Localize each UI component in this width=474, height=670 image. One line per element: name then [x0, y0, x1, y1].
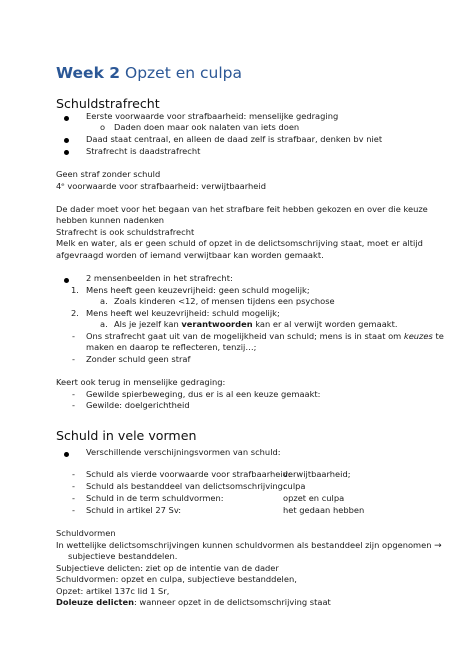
list-letter: a.: [100, 319, 108, 329]
paragraph-line: Schuldvormen: opzet en culpa, subjectieve bestanddelen,: [56, 574, 297, 584]
dash-marker: -: [72, 493, 75, 503]
row-label: Schuld in artikel 27 Sv:: [86, 505, 182, 515]
dash-marker: -: [72, 481, 75, 491]
row-value: culpa: [283, 481, 306, 491]
sub-bullet-marker: o: [100, 122, 106, 132]
list-item: Zoals kinderen <12, of mensen tijdens een psychose: [114, 296, 335, 306]
text-run: Ons strafrecht gaat uit van de mogelijkheid van schuld; mens is in staat om: [86, 331, 404, 341]
bullet-text: Strafrecht is daadstrafrecht: [86, 146, 201, 156]
title-week: Week 2: [56, 64, 121, 82]
row-label: Schuld als bestanddeel van delictsomschrijving:: [86, 481, 286, 491]
list-item-continuation: maken en daarop te reflecteren, tenzij…;: [86, 342, 257, 352]
row-label: Schuld in de term schuldvormen:: [86, 493, 224, 503]
bullet-text: Verschillende verschijningsvormen van schuld:: [86, 447, 281, 457]
dash-marker: -: [72, 505, 75, 515]
dash-marker: -: [72, 400, 75, 410]
list-number: 2.: [71, 308, 79, 318]
bullet-icon: [64, 150, 69, 155]
text-run: Als je jezelf kan: [114, 319, 182, 329]
subheading-schuldvormen: Schuldvormen: [56, 528, 116, 538]
bullet-icon: [64, 138, 69, 143]
bullet-text: Daad staat centraal, en alleen de daad zelf is strafbaar, denken bv niet: [86, 134, 383, 144]
right-arrow-icon: →: [434, 541, 442, 551]
list-item: [86, 331, 444, 342]
paragraph-line: afgevraagd worden of iemand verwijtbaar kan worden gemaakt.: [56, 250, 324, 260]
row-value: opzet en culpa: [283, 493, 345, 503]
sub-bullet-text: Daden doen maar ook nalaten van iets doen: [114, 122, 300, 132]
list-item: Gewilde spierbeweging, dus er is al een keuze gemaakt:: [86, 389, 321, 399]
bold-term: Doleuze delicten: [56, 597, 134, 607]
page-title: [56, 63, 242, 83]
paragraph-line: Subjectieve delicten: ziet op de intentie van de dader: [56, 563, 279, 573]
paragraph-line: De dader moet voor het begaan van het strafbare feit hebben gekozen en over die keuze: [56, 204, 428, 214]
text-run: : wanneer opzet in de delictsomschrijving staat: [133, 597, 331, 607]
dash-marker: -: [72, 469, 75, 479]
bullet-icon: [64, 278, 69, 283]
paragraph-line: subjectieve bestanddelen.: [68, 551, 178, 561]
list-item: Mens heeft wel keuzevrijheid: schuld mogelijk;: [86, 308, 280, 318]
bullet-text: 2 mensenbeelden in het strafrecht:: [86, 273, 233, 283]
paragraph-line: Strafrecht is ook schuldstrafrecht: [56, 227, 195, 237]
paragraph-line: hebben kunnen nadenken: [56, 215, 165, 225]
list-number: 1.: [71, 285, 79, 295]
row-value: verwijtbaarheid;: [283, 469, 351, 479]
list-item: Gewilde: doelgerichtheid: [86, 400, 190, 410]
heading-schuld-vormen: Schuld in vele vormen: [56, 428, 197, 443]
paragraph-line: Opzet: artikel 137c lid 1 Sr,: [56, 586, 170, 596]
paragraph-line: Keert ook terug in menselijke gedraging:: [56, 377, 226, 387]
title-topic: Opzet en culpa: [120, 64, 242, 82]
text-run: te: [432, 331, 444, 341]
bold-term: verantwoorden: [181, 319, 253, 329]
paragraph-line: Melk en water, als er geen schuld of opzet in de delictsomschrijving staat, moet er altijd: [56, 238, 423, 248]
text-run: In wettelijke delictsomschrijvingen kunnen schuldvormen als bestanddeel zijn opgenomen: [56, 540, 432, 550]
list-item: [114, 319, 398, 330]
text-run: kan er al verwijt worden gemaakt.: [252, 319, 398, 329]
paragraph-line: 4ᵉ voorwaarde voor strafbaarheid: verwijtbaarheid: [56, 181, 266, 191]
dash-marker: -: [72, 354, 75, 364]
list-item: Mens heeft geen keuzevrijheid: geen schuld mogelijk;: [86, 285, 310, 295]
row-label: Schuld als vierde voorwaarde voor strafbaarheid:: [86, 469, 291, 479]
bullet-text: Eerste voorwaarde voor strafbaarheid: menselijke gedraging: [86, 111, 339, 121]
bullet-icon: [64, 116, 69, 121]
row-value: het gedaan hebben: [283, 505, 365, 515]
heading-schuldstrafrecht: Schuldstrafrecht: [56, 96, 160, 111]
dash-marker: -: [72, 389, 75, 399]
list-item: Zonder schuld geen straf: [86, 354, 191, 364]
dash-marker: -: [72, 331, 75, 341]
list-letter: a.: [100, 296, 108, 306]
paragraph-line: [56, 597, 331, 608]
paragraph-line: Geen straf zonder schuld: [56, 169, 161, 179]
bullet-icon: [64, 452, 69, 457]
italic-term: keuzes: [403, 331, 433, 341]
